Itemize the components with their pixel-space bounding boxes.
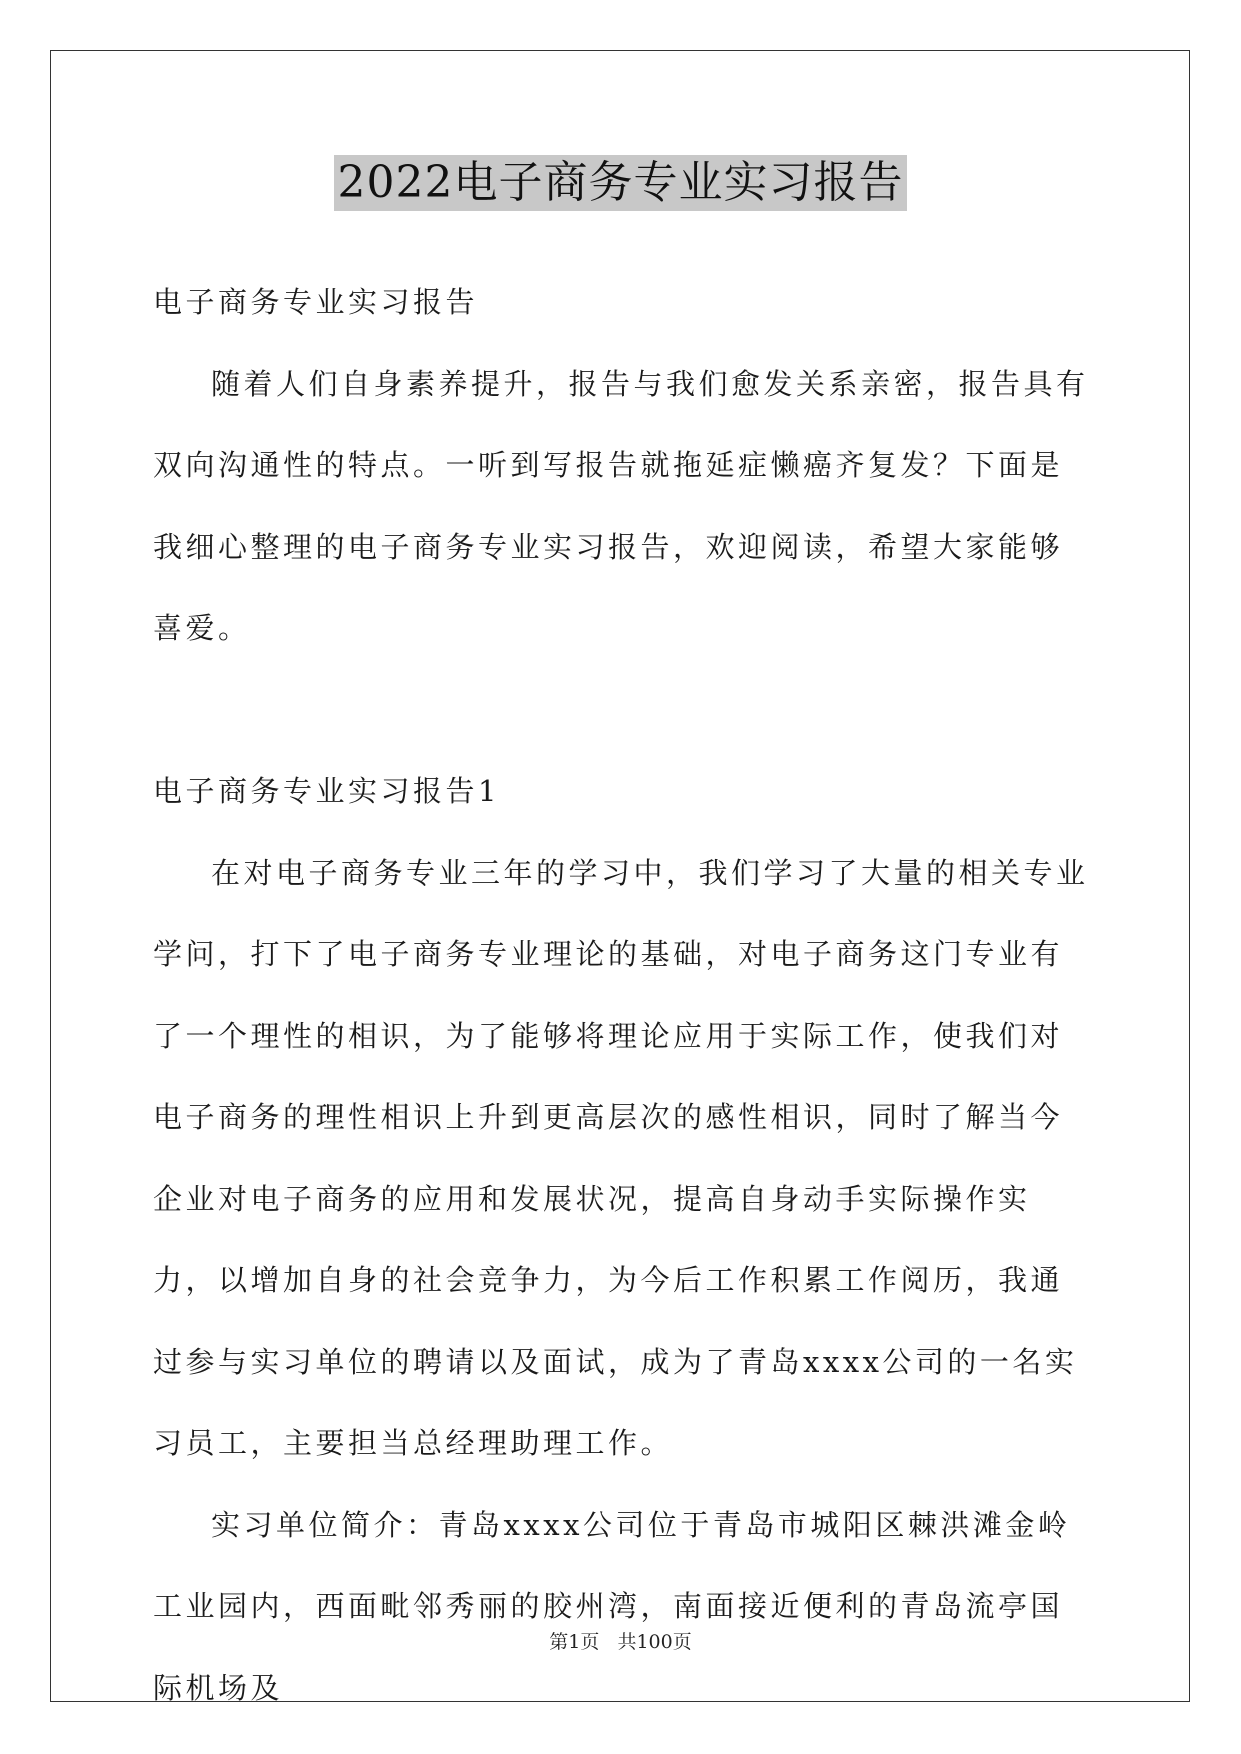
document-title: 2022电子商务专业实习报告 (334, 155, 908, 211)
page-footer (0, 1627, 1241, 1654)
page-total: 共100页 (617, 1631, 692, 1653)
section-heading: 电子商务专业实习报告1 (153, 774, 500, 808)
body-paragraph: 实习单位简介：青岛xxxx公司位于青岛市城阳区棘洪滩金岭工业园内，西面毗邻秀丽的胶州湾，南面接近便利的青岛流亭国际机场及 (153, 1507, 1071, 1705)
page-number: 第1页 (549, 1631, 600, 1653)
intro-paragraph: 随着人们自身素养提升，报告与我们愈发关系亲密，报告具有双向沟通性的特点。一听到写报告就拖延症懒癌齐复发？下面是我细心整理的电子商务专业实习报告，欢迎阅读，希望大家能够喜爱。 (153, 366, 1089, 645)
subtitle-paragraph: 电子商务专业实习报告 (153, 285, 479, 319)
body-paragraph: 在对电子商务专业三年的学习中，我们学习了大量的相关专业学问，打下了电子商务专业理论的基础，对电子商务这门专业有了一个理性的相识，为了能够将理论应用于实际工作，使我们对电子商务的理性相识上升到更高层次的感性相识，同时了解当今企业对电子商务的应用和发展状况，提高自身动手实际操作实力，以增加自身的社会竞争力，为今后工作积累工作阅历，我通过参与实习单位的聘请以及面试，成为了青岛xxxx公司的一名实习员工，主要担当总经理助理工作。 (153, 855, 1089, 1460)
document-body (153, 262, 1091, 1729)
title-wrapper (0, 155, 1241, 211)
section-spacer (153, 670, 1091, 752)
